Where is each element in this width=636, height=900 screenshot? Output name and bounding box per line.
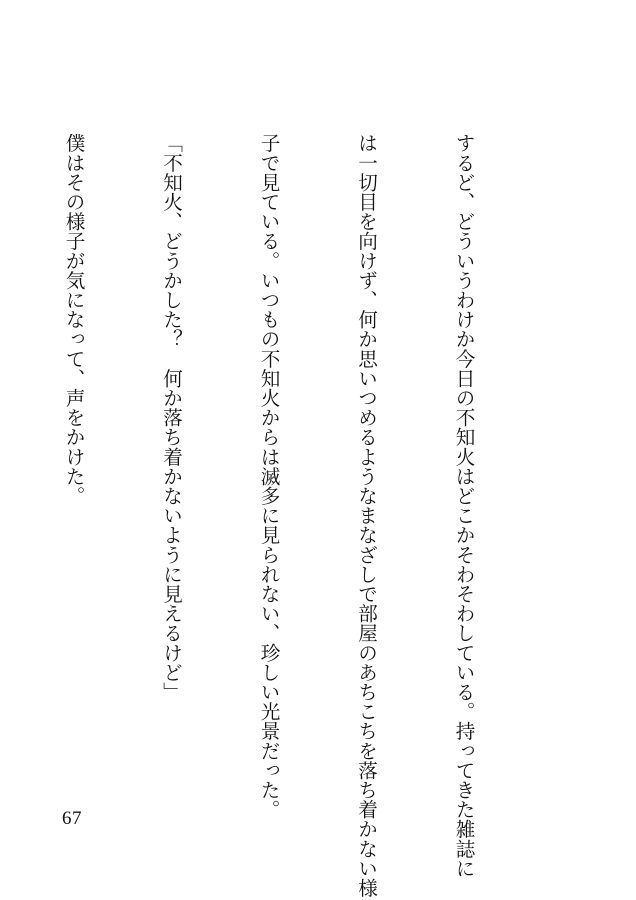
text-line: するど、どういうわけか今日の不知火はどこかそわそわしている。持ってきた雑誌に	[452, 133, 475, 878]
text-line: 「不知火、どうかした？ 何か落ち着かないように見えるけど」	[159, 133, 183, 702]
text-line: は一切目を向けず、何か思いつめるようなまなざしで部屋のあちこちを落ち着かない様	[354, 133, 378, 898]
page-number: 67	[62, 808, 82, 829]
text-line: 僕はその様子が気になって、声をかけた。	[62, 133, 85, 506]
text-line: 子で見ている。いつもの不知火からは滅多に見られない、珍しい光景だった。	[257, 133, 280, 819]
